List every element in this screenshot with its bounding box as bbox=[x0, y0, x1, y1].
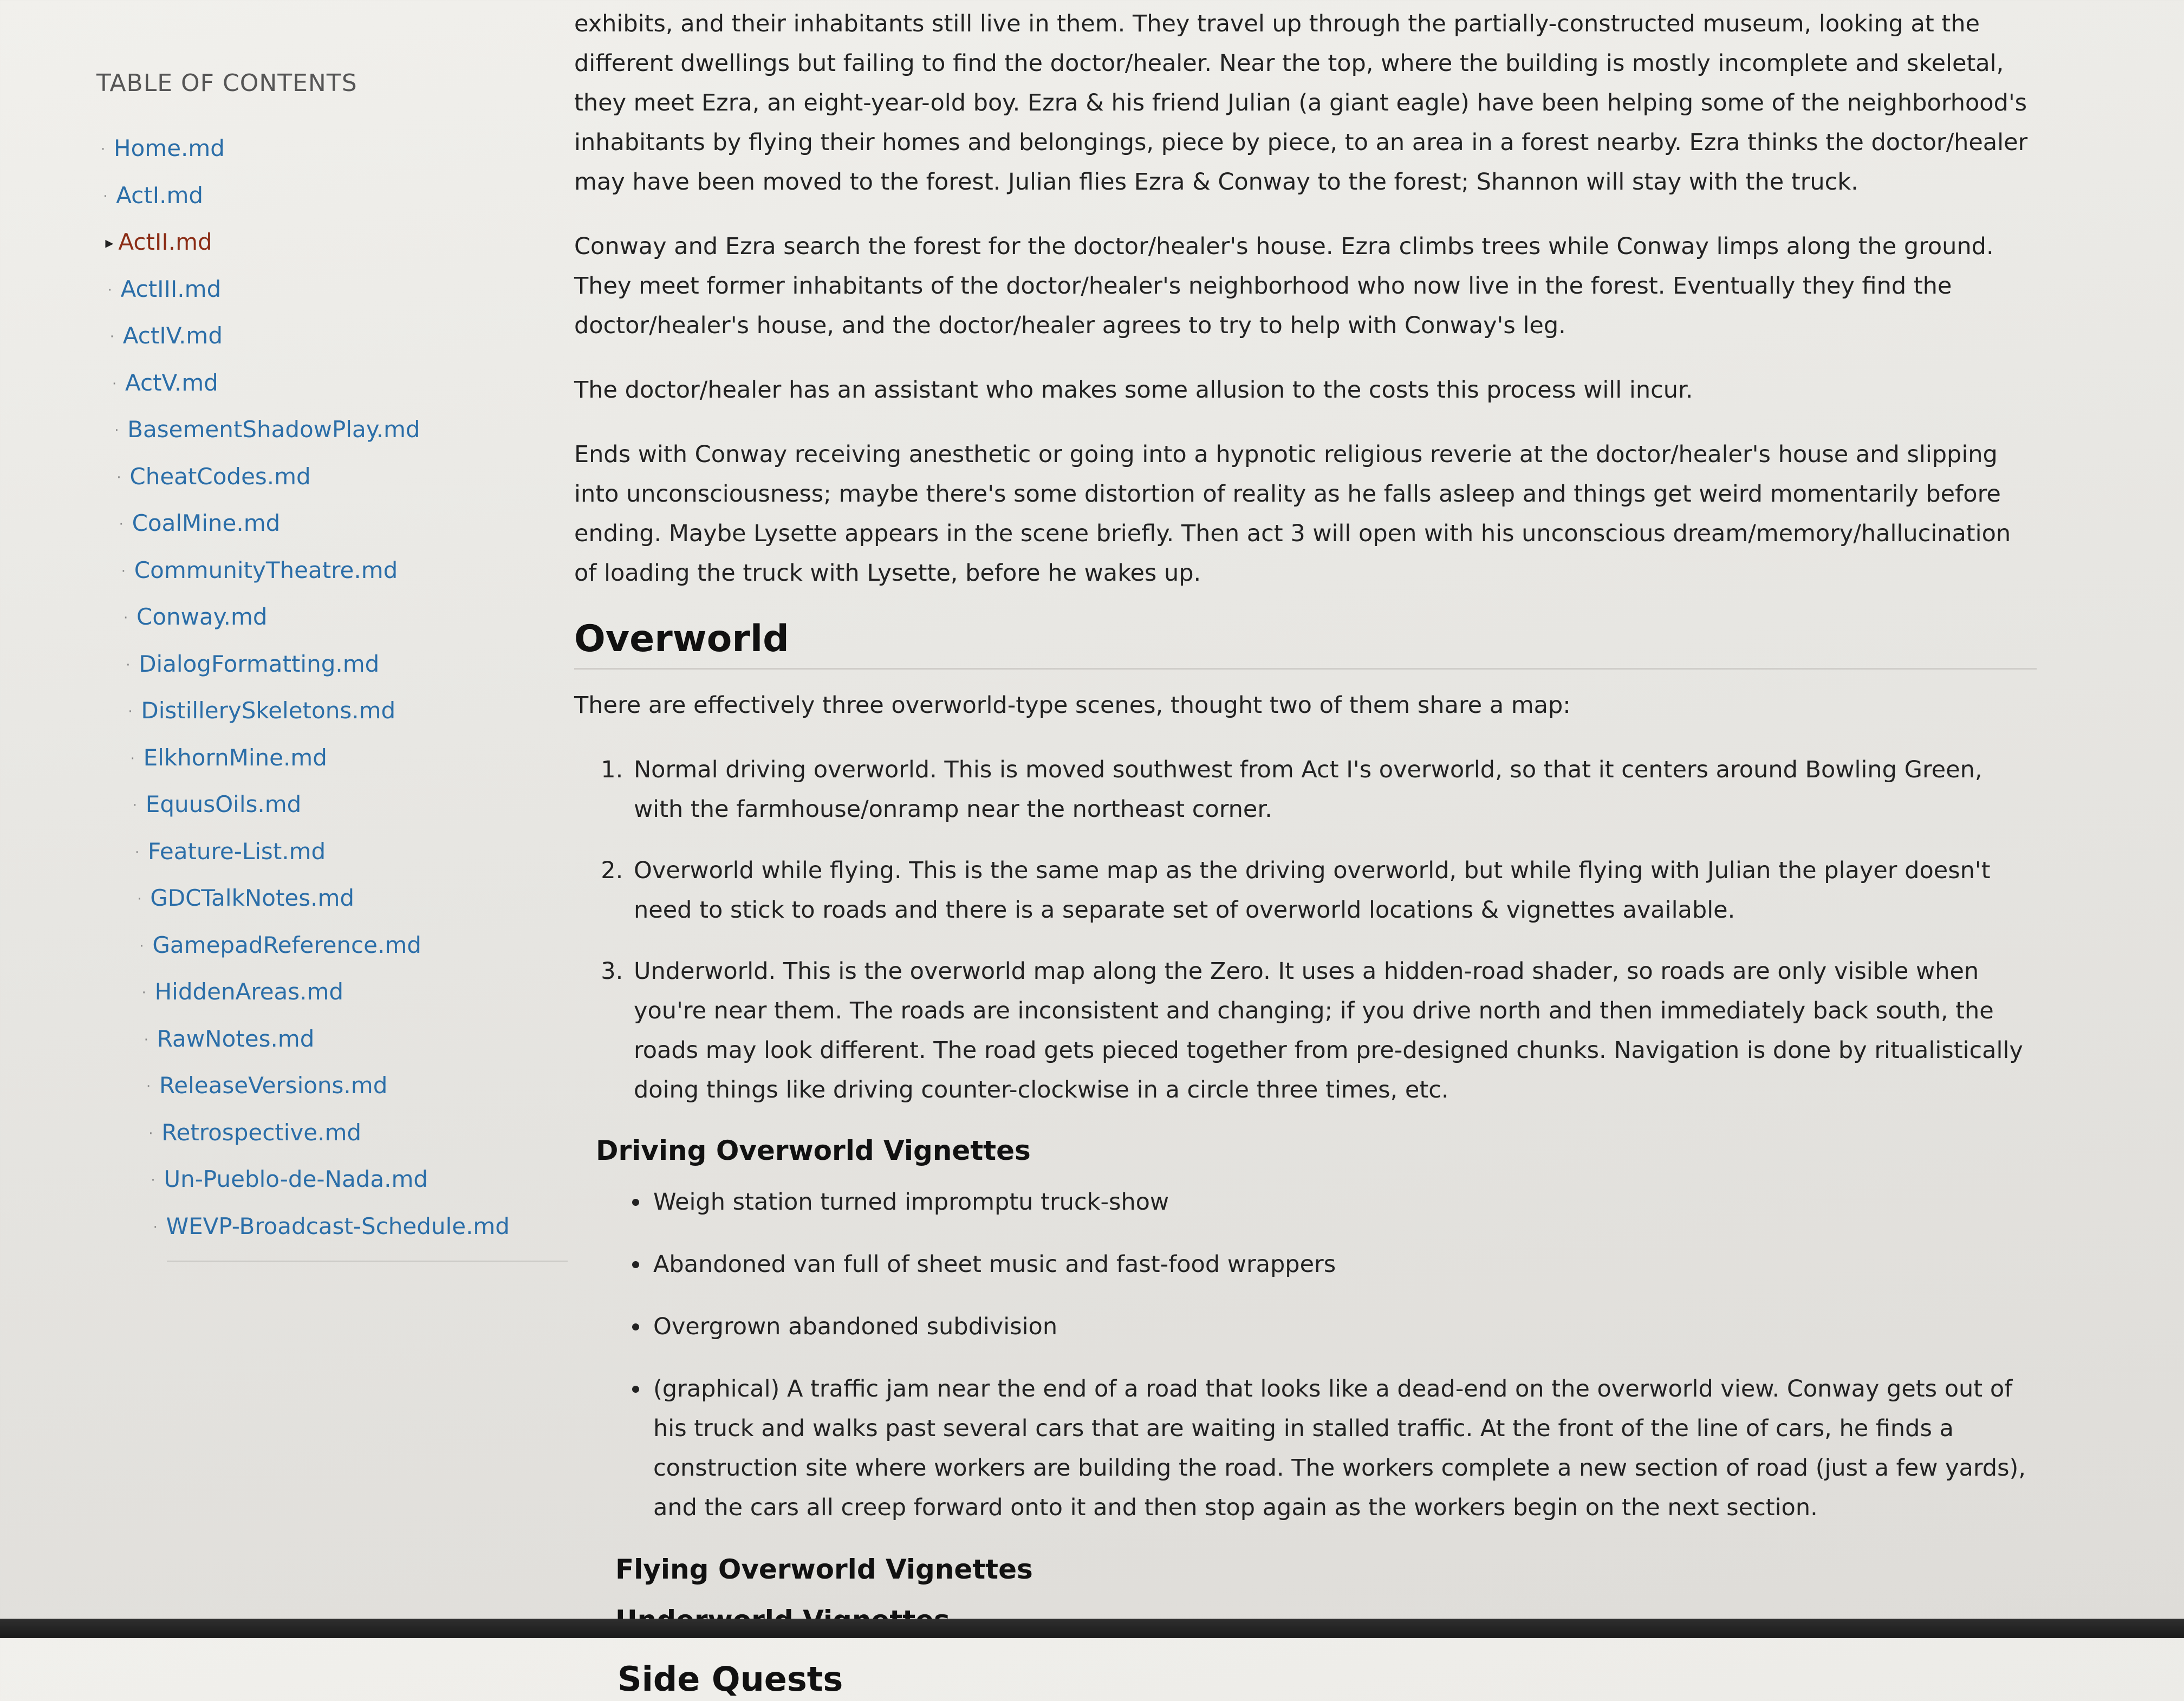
subheading-driving-vignettes: Driving Overworld Vignettes bbox=[596, 1135, 1031, 1166]
list-item: 2. Overworld while flying. This is the same map as the driving overworld, but while flying with Julian the player doesn't need to stick to roads and there is a separate set of overworld locations & vignettes available. bbox=[630, 851, 2037, 930]
toc-link[interactable]: Conway.md bbox=[136, 603, 268, 630]
toc-link[interactable]: Home.md bbox=[114, 135, 225, 161]
document-content bbox=[574, 4, 2037, 1701]
toc-item[interactable] bbox=[96, 1062, 573, 1109]
toc-item[interactable] bbox=[96, 1156, 573, 1203]
toc-item[interactable] bbox=[96, 1109, 573, 1157]
toc-link[interactable]: RawNotes.md bbox=[157, 1025, 315, 1052]
toc-link[interactable]: ActI.md bbox=[116, 181, 204, 209]
list-item: • Abandoned van full of sheet music and fast-food wrappers bbox=[650, 1245, 2037, 1284]
list-item: 3. Underworld. This is the overworld map along the Zero. It uses a hidden-road shader, so roads are only visible when you're near them. The roads are inconsistent and changing; if you drive north and then immediately back south, the roads may look different. The road gets pieced together from pre-designed chunks. Navigation is done by ritualistically doing things like driving counter-clockwise in a circle three times, etc. bbox=[630, 952, 2037, 1110]
toc-link[interactable]: HiddenAreas.md bbox=[154, 978, 344, 1005]
toc-item[interactable] bbox=[96, 875, 573, 922]
toc-item[interactable] bbox=[96, 172, 573, 219]
dot-icon: · bbox=[119, 516, 123, 533]
section-heading-side-quests: Side Quests bbox=[618, 1659, 843, 1699]
toc-link[interactable]: EquusOils.md bbox=[145, 791, 302, 817]
driving-vignettes-list bbox=[574, 1183, 2037, 1528]
dot-icon: · bbox=[141, 985, 146, 1002]
toc-item[interactable] bbox=[96, 406, 573, 453]
toc-link[interactable]: ActIV.md bbox=[122, 322, 223, 349]
toc-item[interactable] bbox=[96, 266, 573, 313]
list-item: • (graphical) A traffic jam near the end of a road that looks like a dead-end on the overworld view. Conway gets out of his truck and walks past several cars that are waiting in stalled traffic. At the front of the line of cars, he finds a construction site where workers are building the road. The workers complete a new section of road (just a few yards), and the cars all creep forward onto it and then stop again as the workers begin on the next section. bbox=[650, 1369, 2037, 1528]
toc-link[interactable]: CoalMine.md bbox=[132, 510, 281, 536]
list-item: • Weigh station turned impromptu truck-show bbox=[650, 1183, 2037, 1222]
dot-icon: · bbox=[114, 423, 119, 439]
toc-heading: TABLE OF CONTENTS bbox=[96, 69, 358, 97]
toc-item[interactable] bbox=[96, 641, 573, 688]
triangle-right-icon: ▸ bbox=[105, 233, 114, 253]
paragraph: The doctor/healer has an assistant who makes some allusion to the costs this process will incur. bbox=[574, 376, 1693, 404]
toc-item[interactable] bbox=[96, 125, 573, 172]
dot-icon: · bbox=[137, 891, 142, 908]
dot-icon: · bbox=[153, 1219, 158, 1236]
dot-icon: · bbox=[146, 1079, 151, 1095]
toc-link[interactable]: ElkhornMine.md bbox=[143, 744, 327, 771]
dot-icon: · bbox=[139, 938, 144, 955]
toc-item[interactable] bbox=[96, 219, 573, 266]
dot-icon: · bbox=[123, 610, 128, 627]
toc-link[interactable]: DistillerySkeletons.md bbox=[141, 697, 396, 724]
dot-icon: · bbox=[116, 469, 121, 486]
section-heading-overworld: Overworld bbox=[574, 615, 2037, 670]
toc-item[interactable] bbox=[96, 969, 573, 1016]
toc-item[interactable] bbox=[96, 360, 573, 407]
list-item: • Overgrown abandoned subdivision bbox=[650, 1307, 2037, 1347]
toc-link[interactable]: ActII.md bbox=[118, 229, 212, 255]
toc-link[interactable]: ActIII.md bbox=[120, 275, 222, 302]
dot-icon: · bbox=[144, 1031, 149, 1048]
toc-item[interactable] bbox=[96, 500, 573, 547]
toc-divider bbox=[167, 1261, 568, 1262]
toc-link[interactable]: Retrospective.md bbox=[161, 1119, 362, 1146]
toc-item[interactable] bbox=[96, 922, 573, 969]
toc-link[interactable]: GamepadReference.md bbox=[152, 931, 421, 958]
toc-item[interactable] bbox=[96, 781, 573, 828]
paragraph: Ends with Conway receiving anesthetic or going into a hypnotic religious reverie at the doctor/healer's house and slipping into unconsciousness; maybe there's some distortion of reality as he falls asleep and things get weird momentarily before ending. Maybe Lysette appears in the scene briefly. Then act 3 will open with his unconscious dream/memory/hallucination of loading the truck with Lysette, before he wakes up. bbox=[574, 441, 2011, 587]
toc-link[interactable]: DialogFormatting.md bbox=[139, 650, 380, 677]
toc-link[interactable]: GDCTalkNotes.md bbox=[150, 885, 355, 911]
dot-icon: · bbox=[101, 141, 106, 158]
toc-link[interactable]: WEVP-Broadcast-Schedule.md bbox=[166, 1212, 510, 1239]
dot-icon: · bbox=[109, 329, 115, 346]
dot-icon: · bbox=[148, 1125, 153, 1142]
toc-item[interactable] bbox=[96, 1016, 573, 1063]
toc-link[interactable]: Un-Pueblo-de-Nada.md bbox=[164, 1166, 428, 1192]
toc-item[interactable] bbox=[96, 594, 573, 641]
toc-link[interactable]: CheatCodes.md bbox=[129, 463, 311, 490]
toc-link[interactable]: ReleaseVersions.md bbox=[159, 1072, 388, 1099]
screen-bezel bbox=[0, 1619, 2184, 1638]
overworld-steps-list bbox=[574, 750, 2037, 1110]
table-of-contents bbox=[96, 69, 573, 1262]
toc-item[interactable] bbox=[96, 687, 573, 735]
toc-link[interactable]: ActV.md bbox=[125, 369, 218, 396]
dot-icon: · bbox=[126, 657, 131, 673]
toc-item[interactable] bbox=[96, 547, 573, 594]
toc-item[interactable] bbox=[96, 828, 573, 875]
dot-icon: · bbox=[151, 1172, 155, 1189]
dot-icon: · bbox=[107, 282, 112, 298]
list-item: 1. Normal driving overworld. This is moved southwest from Act I's overworld, so that it centers around Bowling Green, with the farmhouse/onramp near the northeast corner. bbox=[630, 750, 2037, 829]
dot-icon: · bbox=[103, 188, 108, 205]
toc-item[interactable] bbox=[96, 1203, 573, 1250]
toc-item[interactable] bbox=[96, 453, 573, 501]
dot-icon: · bbox=[132, 797, 138, 814]
dot-icon: · bbox=[135, 844, 140, 861]
subheading-flying-vignettes: Flying Overworld Vignettes bbox=[615, 1554, 1033, 1585]
paragraph: exhibits, and their inhabitants still live in them. They travel up through the partially-constructed museum, looking at the different dwellings but failing to find the doctor/healer. Near the top, where the building is mostly incomplete and skeletal, they meet Ezra, an eight-year-old boy. Ezra & his friend Julian (a giant eagle) have been helping some of the neighborhood's inhabitants by flying their homes and belongings, piece by piece, to an area in a forest nearby. Ezra thinks the doctor/healer may have been moved to the forest. Julian flies Ezra & Conway to the forest; Shannon will stay with the truck. bbox=[574, 10, 2028, 196]
dot-icon: · bbox=[112, 375, 117, 392]
paragraph: Conway and Ezra search the forest for the doctor/healer's house. Ezra climbs trees while Conway limps along the ground. They meet former inhabitants of the doctor/healer's neighborhood who now live in the forest. Eventually they find the doctor/healer's house, and the doctor/healer agrees to try to help with Conway's leg. bbox=[574, 233, 1994, 339]
overworld-intro: There are effectively three overworld-type scenes, thought two of them share a map: bbox=[574, 692, 1571, 719]
toc-item[interactable] bbox=[96, 313, 573, 360]
toc-link[interactable]: Feature-List.md bbox=[148, 837, 326, 865]
toc-item[interactable] bbox=[96, 735, 573, 782]
dot-icon: · bbox=[121, 563, 126, 580]
toc-link[interactable]: CommunityTheatre.md bbox=[134, 556, 398, 583]
toc-link[interactable]: BasementShadowPlay.md bbox=[127, 416, 420, 443]
dot-icon: · bbox=[128, 704, 133, 720]
toc-list bbox=[96, 125, 573, 1250]
dot-icon: · bbox=[130, 750, 135, 767]
